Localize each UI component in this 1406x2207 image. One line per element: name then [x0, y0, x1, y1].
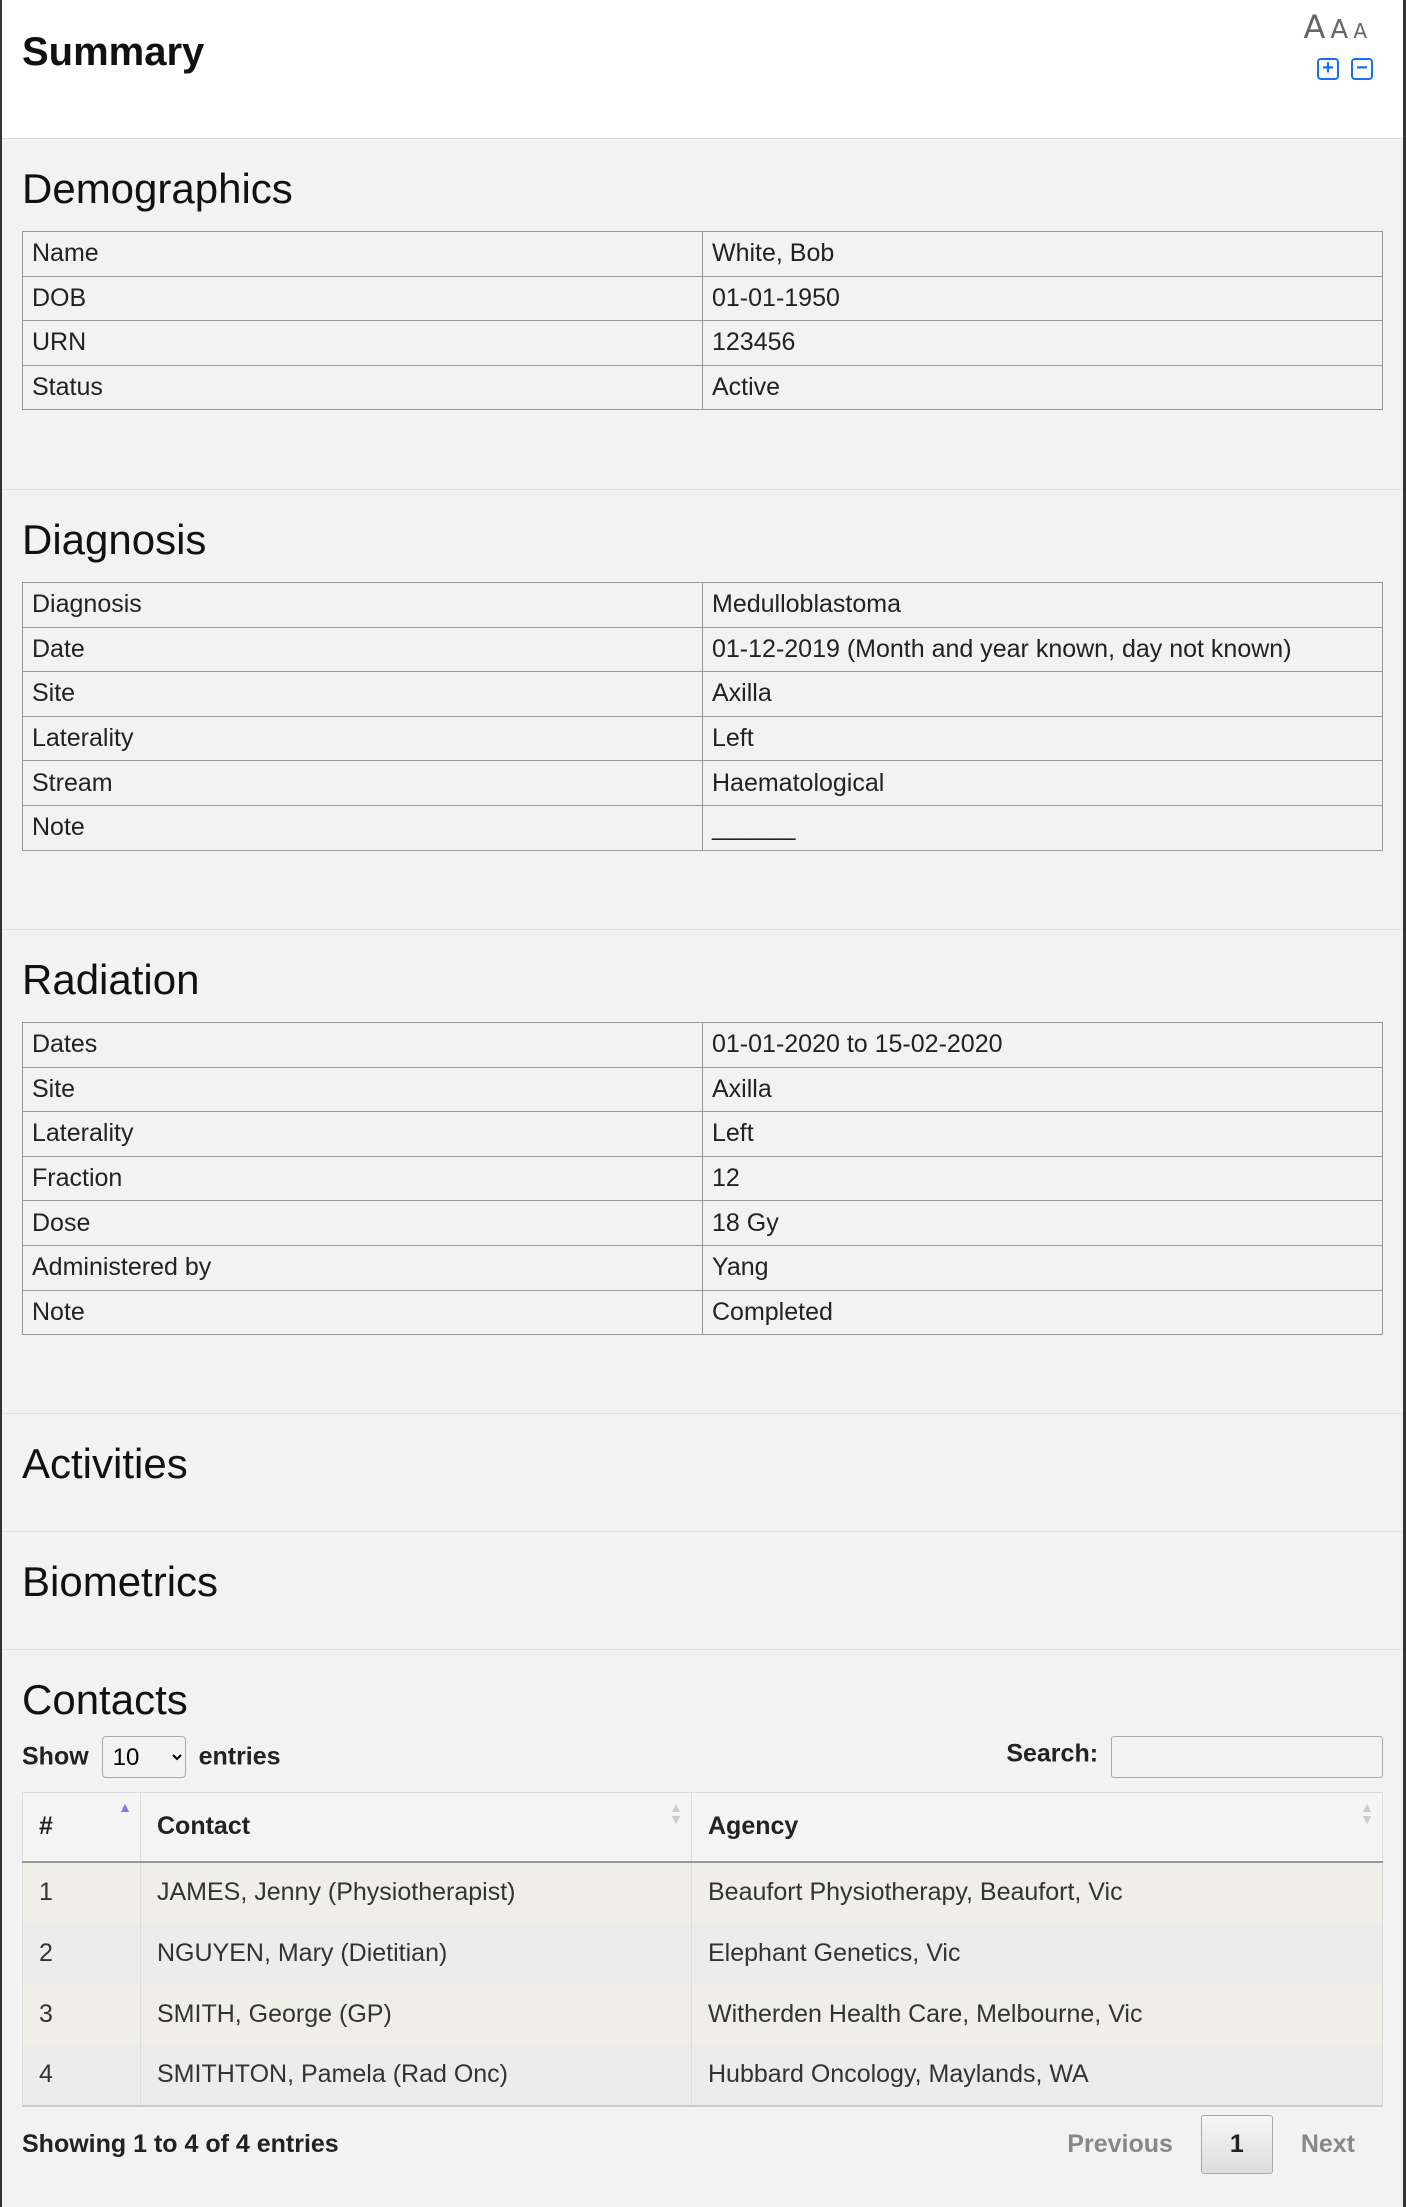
table-row — [23, 1067, 1383, 1112]
field-label: Site — [23, 672, 703, 717]
table-row — [23, 232, 1383, 277]
table-row — [23, 1201, 1383, 1246]
table-row[interactable] — [23, 1923, 1383, 1984]
column-header-contact[interactable]: Contact ▲ ▼ — [141, 1793, 692, 1862]
column-header-number[interactable]: # ▲ — [23, 1793, 141, 1862]
next-button[interactable]: Next — [1300, 2129, 1355, 2158]
field-label: Date — [23, 627, 703, 672]
field-value: Active — [703, 365, 1383, 410]
table-row — [23, 1023, 1383, 1068]
section-title: Demographics — [22, 165, 293, 212]
table-row — [23, 627, 1383, 672]
section-title: Contacts — [22, 1676, 188, 1723]
table-row — [23, 1245, 1383, 1290]
cell-agency: Hubbard Oncology, Maylands, WA — [692, 2045, 1383, 2106]
page-1-button[interactable]: 1 — [1201, 2115, 1273, 2174]
table-row[interactable] — [23, 1862, 1383, 1923]
table-row — [23, 716, 1383, 761]
field-label: Status — [23, 365, 703, 410]
cell-agency: Beaufort Physiotherapy, Beaufort, Vic — [692, 1862, 1383, 1923]
field-label: Administered by — [23, 1245, 703, 1290]
field-value: 12 — [703, 1156, 1383, 1201]
contacts-table — [22, 1792, 1383, 2107]
field-label: URN — [23, 321, 703, 366]
cell-contact: SMITHTON, Pamela (Rad Onc) — [141, 2045, 692, 2106]
field-value: 01-12-2019 (Month and year known, day not known) — [703, 627, 1383, 672]
table-row — [23, 805, 1383, 850]
field-label: Fraction — [23, 1156, 703, 1201]
cell-contact: JAMES, Jenny (Physiotherapist) — [141, 1862, 692, 1923]
demographics-section — [2, 139, 1403, 490]
search-label: Search: — [1006, 1739, 1099, 1768]
cell-number: 2 — [23, 1923, 141, 1984]
field-label: Site — [23, 1067, 703, 1112]
table-row — [23, 276, 1383, 321]
field-value: Axilla — [703, 672, 1383, 717]
cell-number: 3 — [23, 1984, 141, 2045]
cell-agency: Witherden Health Care, Melbourne, Vic — [692, 1984, 1383, 2045]
field-label: Stream — [23, 761, 703, 806]
font-size-selector — [1303, 8, 1367, 46]
summary-header — [2, 0, 1403, 139]
column-header-agency[interactable]: Agency ▲ ▼ — [692, 1793, 1383, 1862]
table-row — [23, 1112, 1383, 1157]
sort-asc-icon: ▲ — [118, 1799, 132, 1815]
field-label: Laterality — [23, 1112, 703, 1157]
table-info: Showing 1 to 4 of 4 entries — [22, 2129, 339, 2158]
table-row — [23, 321, 1383, 366]
table-row — [23, 761, 1383, 806]
contacts-section — [2, 1650, 1403, 2174]
field-value: 18 Gy — [703, 1201, 1383, 1246]
table-row — [23, 1156, 1383, 1201]
field-value: Completed — [703, 1290, 1383, 1335]
font-size-medium[interactable]: A — [1330, 15, 1349, 45]
cell-agency: Elephant Genetics, Vic — [692, 1923, 1383, 1984]
field-value: Axilla — [703, 1067, 1383, 1112]
previous-button[interactable]: Previous — [1067, 2129, 1173, 2158]
cell-number: 4 — [23, 2045, 141, 2106]
sort-icon: ▲ ▼ — [669, 1799, 683, 1827]
field-value: 01-01-1950 — [703, 276, 1383, 321]
collapse-all-icon[interactable]: − — [1351, 58, 1373, 80]
page-length-select[interactable] — [102, 1736, 186, 1778]
section-title: Radiation — [22, 956, 200, 1003]
field-label: Laterality — [23, 716, 703, 761]
page-title: Summary — [22, 30, 205, 74]
field-value: 123456 — [703, 321, 1383, 366]
expand-all-icon[interactable]: + — [1317, 58, 1339, 80]
field-label: Dose — [23, 1201, 703, 1246]
diagnosis-section — [2, 490, 1403, 930]
table-row — [23, 583, 1383, 628]
field-label: DOB — [23, 276, 703, 321]
field-value: White, Bob — [703, 232, 1383, 277]
table-row[interactable] — [23, 1984, 1383, 2045]
field-value: Left — [703, 1112, 1383, 1157]
demographics-table — [22, 231, 1383, 410]
field-value: ______ — [703, 805, 1383, 850]
field-label: Dates — [23, 1023, 703, 1068]
field-label: Note — [23, 805, 703, 850]
section-title[interactable]: Activities — [22, 1440, 188, 1487]
section-title[interactable]: Biometrics — [22, 1558, 219, 1605]
radiation-section — [2, 930, 1403, 1414]
biometrics-section[interactable] — [2, 1532, 1403, 1650]
diagnosis-table — [22, 582, 1383, 851]
table-row — [23, 365, 1383, 410]
field-label: Name — [23, 232, 703, 277]
cell-contact: NGUYEN, Mary (Dietitian) — [141, 1923, 692, 1984]
table-row — [23, 1290, 1383, 1335]
sort-icon: ▲ ▼ — [1360, 1799, 1374, 1827]
cell-contact: SMITH, George (GP) — [141, 1984, 692, 2045]
pagination — [1039, 2115, 1383, 2174]
show-label: Show — [22, 1742, 89, 1771]
table-row — [23, 672, 1383, 717]
field-label: Note — [23, 1290, 703, 1335]
field-value: Haematological — [703, 761, 1383, 806]
table-row[interactable] — [23, 2045, 1383, 2106]
field-label: Diagnosis — [23, 583, 703, 628]
section-title: Diagnosis — [22, 516, 207, 563]
field-value: 01-01-2020 to 15-02-2020 — [703, 1023, 1383, 1068]
field-value: Left — [703, 716, 1383, 761]
font-size-small[interactable]: A — [1353, 19, 1367, 43]
cell-number: 1 — [23, 1862, 141, 1923]
activities-section[interactable] — [2, 1414, 1403, 1532]
entries-label: entries — [198, 1742, 281, 1771]
radiation-table — [22, 1022, 1383, 1335]
search-input[interactable] — [1111, 1736, 1383, 1778]
field-value: Yang — [703, 1245, 1383, 1290]
font-size-large[interactable]: A — [1303, 8, 1326, 46]
field-value: Medulloblastoma — [703, 583, 1383, 628]
